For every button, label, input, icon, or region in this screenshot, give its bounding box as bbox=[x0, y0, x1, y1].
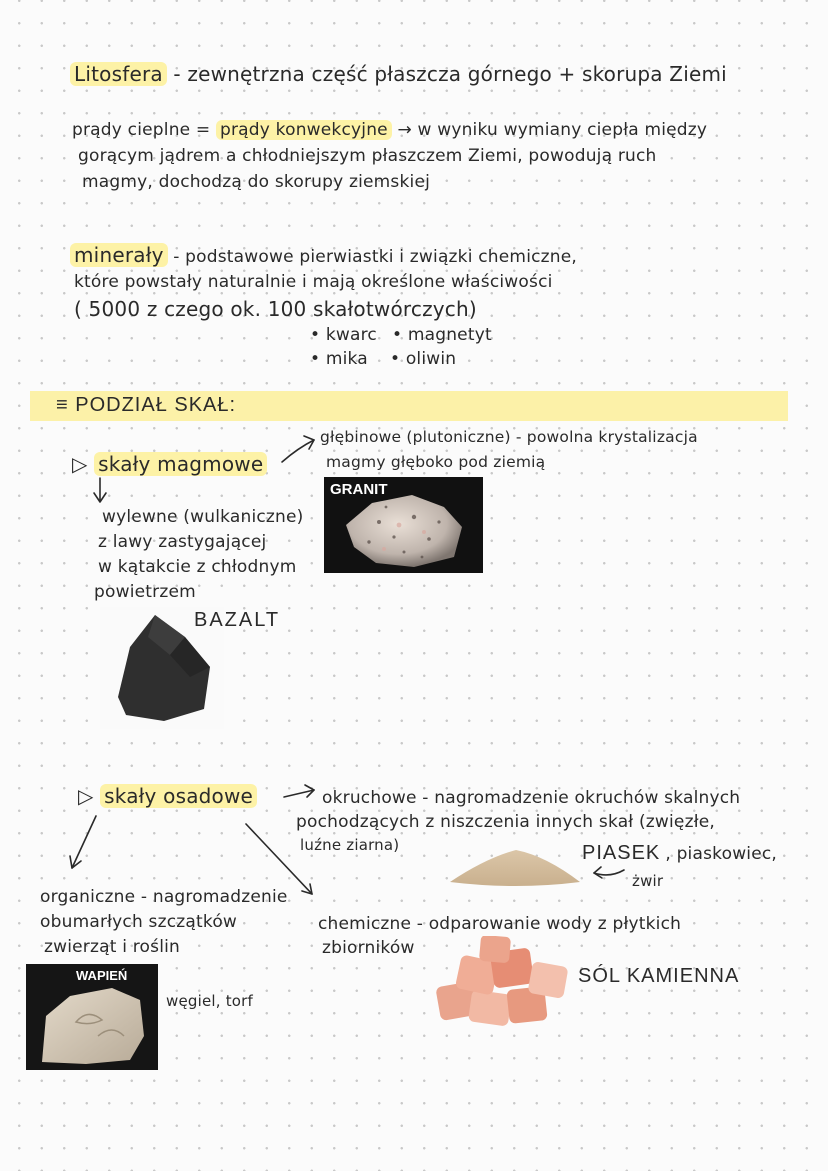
wapien-label: WAPIEŃ bbox=[76, 968, 128, 983]
mineral-mika: • mika bbox=[310, 349, 368, 369]
organiczne-line-2: obumarłych szczątków bbox=[40, 912, 238, 932]
piasek-label: PIASEK bbox=[582, 842, 661, 864]
wylewne-line-3: w kątakcie z chłodnym bbox=[98, 557, 297, 577]
prady-line-3: magmy, dochodzą do skorupy ziemskiej bbox=[82, 172, 431, 192]
organiczne-line-3: zwierząt i roślin bbox=[44, 937, 181, 957]
prady-line-2: gorącym jądrem a chłodniejszym płaszczem Ziemi, powodują ruch bbox=[78, 146, 657, 166]
granit-label: GRANIT bbox=[330, 481, 388, 498]
wegiel-text: węgiel, torf bbox=[166, 992, 254, 1010]
arrow-to-organiczne bbox=[72, 816, 96, 868]
chemiczne-line-2: zbiorników bbox=[322, 938, 415, 958]
litosfera-definition: - zewnętrzna część płaszcza górnego + skorupa Ziemi bbox=[173, 62, 727, 86]
piasek-rest: , piaskowiec, bbox=[665, 844, 778, 864]
prady-prefix: prądy cieplne = bbox=[72, 120, 211, 140]
magmowe-title: skały magmowe bbox=[94, 452, 267, 476]
mineral-magnetyt: • magnetyt bbox=[392, 325, 492, 345]
okruchowe-line-2: pochodzących z niszczenia innych skał (zwięzłe, bbox=[296, 812, 716, 832]
osadowe-title: skały osadowe bbox=[100, 784, 257, 808]
wylewne-line-2: z lawy zastygającej bbox=[98, 532, 267, 552]
arrow-to-glebinowe bbox=[282, 440, 314, 462]
okruchowe-line-1: okruchowe - nagromadzenie okruchów skalnych bbox=[322, 788, 741, 808]
prady-line1-rest: w wyniku wymiany ciepła między bbox=[417, 120, 708, 140]
chemiczne-line-1: chemiczne - odparowanie wody z płytkich bbox=[318, 914, 682, 934]
wylewne-line-1: wylewne (wulkaniczne) bbox=[102, 507, 304, 527]
triangle-icon: ▷ bbox=[78, 784, 94, 808]
section-title: PODZIAŁ SKAŁ: bbox=[75, 394, 237, 416]
glebinowe-line-1: głębinowe (plutoniczne) - powolna krystalizacja bbox=[320, 428, 698, 446]
zwir-text: żwir bbox=[632, 872, 664, 890]
bazalt-label: BAZALT bbox=[194, 609, 281, 631]
triangle-icon: ▷ bbox=[72, 452, 88, 476]
wylewne-line-4: powietrzem bbox=[94, 582, 196, 602]
mineral-kwarc: • kwarc bbox=[310, 325, 377, 345]
organiczne-line-1: organiczne - nagromadzenie bbox=[40, 887, 288, 907]
okruchowe-line-3: luźne ziarna) bbox=[300, 836, 400, 854]
arrow-to-chemiczne bbox=[246, 824, 312, 894]
minerals-def-3: ( 5000 z czego ok. 100 skałotwórczych) bbox=[74, 297, 477, 321]
arrow-to-piasek bbox=[594, 870, 624, 875]
prady-arrow: → bbox=[397, 120, 412, 140]
prady-term: prądy konwekcyjne bbox=[216, 120, 392, 140]
list-icon: ≡ bbox=[56, 394, 69, 416]
litosfera-term: Litosfera bbox=[70, 62, 167, 86]
mineral-oliwin: • oliwin bbox=[390, 349, 457, 369]
sol-label: SÓL KAMIENNA bbox=[578, 965, 740, 987]
minerals-def-1: - podstawowe pierwiastki i związki chemiczne, bbox=[173, 247, 578, 267]
minerals-def-2: które powstały naturalnie i mają określone właściwości bbox=[74, 272, 553, 292]
minerals-term: minerały bbox=[70, 243, 168, 267]
glebinowe-line-2: magmy głęboko pod ziemią bbox=[326, 453, 546, 471]
